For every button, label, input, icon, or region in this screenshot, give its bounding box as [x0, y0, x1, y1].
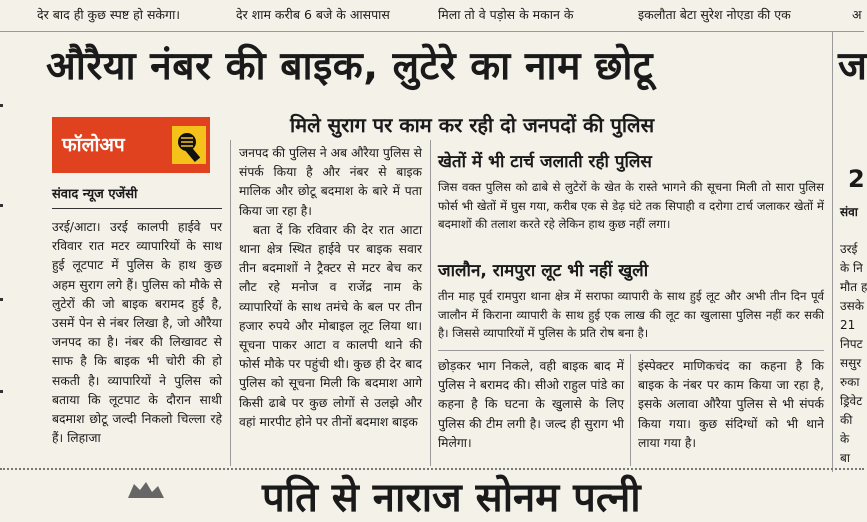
section-divider — [438, 350, 824, 351]
byline-rule — [52, 208, 222, 209]
right-edge-line: मौत ह — [840, 280, 867, 294]
top-strip-col2: देर शाम करीब 6 बजे के आसपास — [236, 7, 390, 22]
right-edge-line: 21 — [840, 318, 856, 332]
article-column-3: छोड़कर भाग निकले, वही बाइक बाद में पुलिस ने बरामद की। सीओ राहुल पांडे का कहना है कि घटना के खुलासे के लिए पुलिस की टीम लगी है। जल्द ही सुराग भी मिलेगा। — [438, 359, 624, 450]
right-headline-fragment: ज — [838, 44, 867, 89]
right-edge-line: उरई — [840, 242, 858, 256]
right-edge-label: संवा — [840, 205, 858, 219]
right-edge-line: रुका — [840, 375, 860, 389]
top-divider — [0, 31, 864, 32]
byline: संवाद न्यूज एजेंसी — [52, 187, 138, 202]
column-2-paragraph-1: जनपद की पुलिस ने अब औरैया पुलिस से संपर्क किया है और नंबर से बाइक मालिक और छोटू बदमाश के बारे में पता किया जा रहा है। — [239, 146, 422, 218]
left-margin-marks — [0, 100, 6, 480]
subheadline: मिले सुराग पर काम कर रही दो जनपदों की पुलिस — [290, 113, 655, 137]
main-headline: औरैया नंबर की बाइक, लुटेरे का नाम छोटू — [46, 44, 654, 89]
right-edge-line: बा — [840, 451, 850, 465]
section-1-heading: खेतों में भी टार्च जलाती रही पुलिस — [438, 152, 652, 172]
article-column-1 — [52, 218, 222, 466]
top-strip-col3: मिला तो वे पड़ोस के मकान के — [438, 7, 574, 22]
column-divider-1 — [230, 140, 231, 466]
right-edge-line: ससुर — [840, 356, 862, 370]
right-edge-line: के नि — [840, 261, 863, 275]
column-1-paragraph: उरई/आटा। उरई कालपी हाईवे पर रविवार रात मटर व्यापारियों के साथ हुई लूटपाट में पुलिस के हाथ कुछ अहम सुराग लगे हैं। पुलिस को मौके से लुटेरों की जो बाइक बरामद हुई है, उसमें पेन से नंबर लिखा है, जो औरैया जनपद का है। नंबर की लिखावट से साफ है कि बाइक भी चोरी की हो सकती है। व्यापारियों ने पुलिस को बताया कि लूटपाट के दौरान साथी बदमाश छोटू जल्दी निकलो चिल्ला रहे हैं। लिहाजा — [52, 220, 222, 446]
torch-icon — [172, 126, 206, 169]
followup-badge-label: फॉलोअप — [62, 134, 125, 156]
article-column-2 — [239, 144, 422, 466]
column-divider-3 — [630, 354, 631, 466]
section-2-text: तीन माह पूर्व रामपुरा थाना क्षेत्र में सराफा व्यापारी के साथ हुई लूट और अभी तीन दिन पूर्व जालौन में किराना व्यापारी के साथ हुई एक लाख की लूट का खुलासा पुलिस नहीं कर सकी है। जिससे व्यापारियों में पुलिस के प्रति रोष बना है। — [438, 289, 824, 340]
column-2-paragraph-2: बता दें कि रविवार की देर रात आटा थाना क्षेत्र स्थित हाईवे पर बाइक सवार तीन बदमाशों ने ट्रैक्टर से मटर बेच कर लौट रहे मनोज व राजेंद्र नाम के व्यापारियों के साथ तमंचे के बल पर तीन हजार रुपये और मोबाइल लूट लिया था। सूचना पाकर आटा व कालपी थाने की फोर्स मौके पर पहुंची थी। कुछ ही देर बाद पुलिस को सूचना मिली कि बदमाश आगे किसी ढाबे पर कुछ लोगों से उलझे और वहां मारपीट होने पर तीनों बदमाश बाइक — [239, 222, 422, 429]
right-edge-line: निपट — [840, 337, 863, 351]
right-edge-line: की — [840, 413, 853, 427]
top-strip-col1: देर बाद ही कुछ स्पष्ट हो सकेगा। — [37, 7, 181, 22]
right-edge-number: 2 — [848, 165, 865, 193]
bottom-headline-fragment: पति से नाराज सोनम पत्नी — [262, 475, 641, 521]
right-edge-strip: अ — [852, 7, 862, 22]
bottom-headline-clip — [262, 474, 822, 521]
right-edge-line: उसके — [840, 299, 864, 313]
right-edge-line: ड्रिवेट — [840, 394, 863, 408]
section-2-heading: जालौन, रामपुरा लूट भी नहीं खुली — [438, 261, 649, 281]
section-1-text: जिस वक्त पुलिस को ढाबे से लुटेरों के खेत के रास्ते भागने की सूचना मिली तो सारा पुलिस फोर्स भी खेतों में घुस गया, करीब एक से डेढ़ घंटे तक सिपाही व दरोगा टार्च जलाकर खेतों में बदमाशों की तलाश करते रहे लेकिन हाथ कुछ नहीं लगा। — [438, 180, 824, 231]
right-edge-column — [840, 240, 867, 468]
right-edge-line: के — [840, 432, 850, 446]
followup-badge — [52, 117, 210, 173]
column-divider-2 — [430, 140, 431, 466]
bottom-image-fragment — [120, 478, 180, 498]
article-column-4: इंस्पेक्टर माणिकचंद का कहना है कि बाइक के नंबर पर काम किया जा रहा है, इसके अलावा औरैया पुलिस से भी संपर्क किया गया। कुछ संदिग्धों को भी थाने लाया गया है। — [638, 359, 824, 450]
top-strip-col4: इकलौता बेटा सुरेश नोएडा की एक — [638, 7, 791, 22]
bottom-dotted-rule — [0, 468, 864, 470]
right-page-divider — [832, 32, 833, 472]
